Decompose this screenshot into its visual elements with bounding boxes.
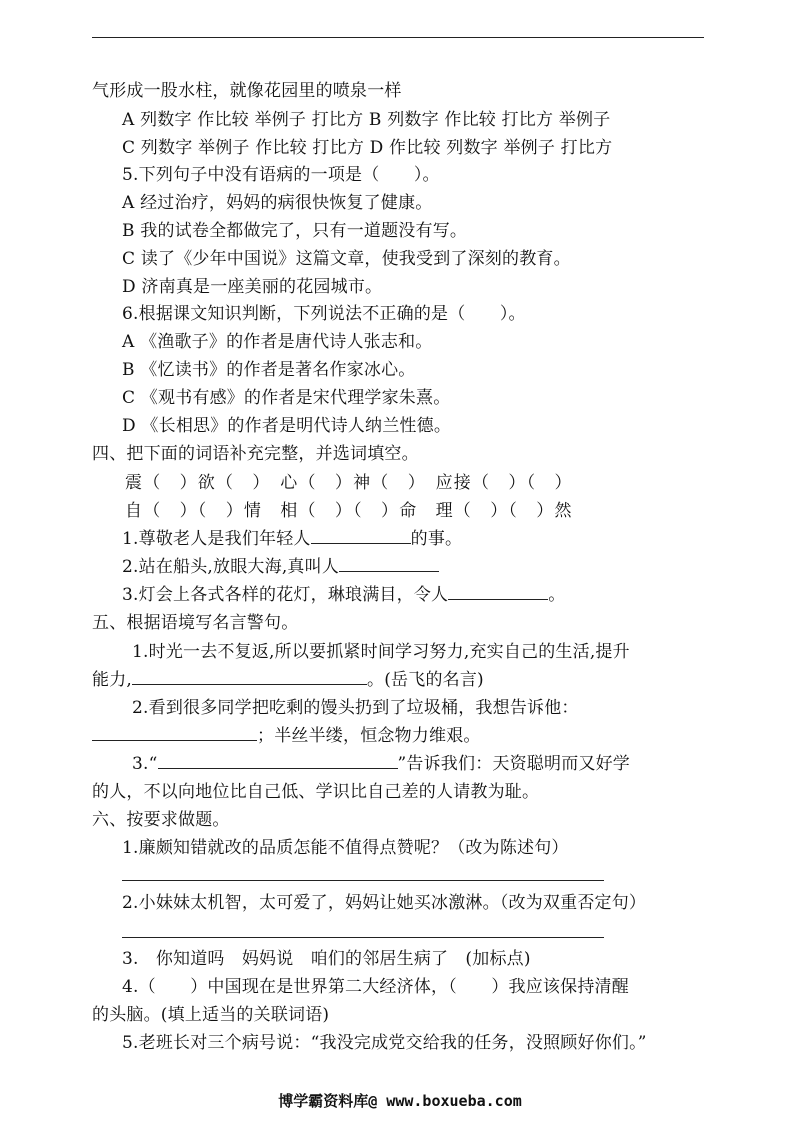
option-line: B 《忆读书》的作者是著名作家冰心。: [122, 360, 416, 380]
rewrite-question: 5.老班长对三个病号说：“我没完成党交给我的任务，没照顾好你们。”: [122, 1033, 647, 1053]
answer-blank[interactable]: [158, 754, 398, 769]
answer-blank[interactable]: [92, 726, 257, 741]
answer-blank[interactable]: [339, 557, 439, 572]
text-line: 气形成一股水柱，就像花园里的喷泉一样: [92, 81, 402, 101]
sentence-text: 能力,: [92, 670, 133, 690]
section-heading-6: 六、按要求做题。: [92, 810, 230, 830]
option-line: C 《观书有感》的作者是宋代理学家朱熹。: [122, 388, 451, 408]
quote-line: [92, 669, 484, 691]
quote-line: [92, 725, 481, 747]
sentence-text: 2.站在船头,放眼大海,真叫人: [122, 557, 340, 577]
option-line: A 《渔歌子》的作者是唐代诗人张志和。: [122, 332, 433, 352]
fill-sentence-2: [122, 556, 439, 578]
footer-watermark: 博学霸资料库@ www.boxueba.com: [278, 1092, 522, 1110]
rewrite-question: 的头脑。(填上适当的关联词语): [92, 1005, 330, 1025]
section-heading-4: 四、把下面的词语补充完整，并选词填空。: [92, 444, 419, 464]
rewrite-question: 1.廉颇知错就改的品质怎能不值得点赞呢？（改为陈述句）: [122, 838, 569, 858]
word-fill-line: 自（ ）（ ）情 相（ ）（ ）命 理（ ）（ ）然: [125, 501, 573, 521]
fill-sentence-1: [122, 528, 462, 550]
answer-blank[interactable]: [132, 670, 367, 685]
option-line: A 列数字 作比较 举例子 打比方 B 列数字 作比较 打比方 举例子: [122, 110, 611, 130]
sentence-text: ；半丝半缕，恒念物力维艰。: [257, 726, 481, 746]
answer-blank[interactable]: [311, 529, 411, 544]
section-heading-5: 五、根据语境写名言警句。: [92, 613, 299, 633]
sentence-text: 3.灯会上各式各样的花灯，琳琅满目，令人: [122, 585, 449, 605]
rewrite-question: 2.小妹妹太机智，太可爱了，妈妈让她买冰激淋。（改为双重否定句）: [122, 893, 647, 913]
quote-line: [132, 753, 630, 775]
answer-line[interactable]: [122, 937, 604, 938]
option-line: C 读了《少年中国说》这篇文章，使我受到了深刻的教育。: [122, 249, 571, 269]
question-5: 5.下列句子中没有语病的一项是（ ）。: [122, 165, 440, 185]
sentence-text: ”告诉我们：天资聪明而又好学: [397, 754, 631, 774]
option-line: D 《长相思》的作者是明代诗人纳兰性德。: [122, 416, 452, 436]
word-fill-line: 震（ ）欲（ ） 心（ ）神（ ） 应接（ ）（ ）: [125, 473, 573, 493]
quote-line: 的人，不以向地位比自己低、学识比自己差的人请教为耻。: [92, 782, 540, 802]
answer-line[interactable]: [122, 880, 604, 881]
sentence-text: 3.“: [132, 754, 158, 774]
rewrite-question: 3. 你知道吗 妈妈说 咱们的邻居生病了 (加标点): [122, 949, 531, 969]
option-line: D 济南真是一座美丽的花园城市。: [122, 277, 383, 297]
quote-line: 1.时光一去不复返,所以要抓紧时间学习努力,充实自己的生活,提升: [132, 642, 630, 662]
sentence-text: 。: [548, 585, 566, 605]
option-line: C 列数字 举例子 作比较 打比方 D 作比较 列数字 举例子 打比方: [122, 138, 613, 158]
question-6: 6.根据课文知识判断，下列说法不正确的是（ ）。: [122, 304, 526, 324]
option-line: B 我的试卷全都做完了，只有一道题没有写。: [122, 221, 468, 241]
sentence-text: 的事。: [410, 529, 463, 549]
header-rule: [92, 37, 704, 38]
quote-line: 2.看到很多同学把吃剩的馒头扔到了垃圾桶，我想告诉他：: [132, 698, 579, 718]
fill-sentence-3: [122, 584, 565, 606]
rewrite-question: 4.（ ）中国现在是世界第二大经济体，（ ）我应该保持清醒: [122, 977, 629, 997]
option-line: A 经过治疗，妈妈的病很快恢复了健康。: [122, 193, 433, 213]
answer-blank[interactable]: [448, 585, 548, 600]
sentence-text: 。(岳飞的名言): [367, 670, 484, 690]
sentence-text: 1.尊敬老人是我们年轻人: [122, 529, 311, 549]
